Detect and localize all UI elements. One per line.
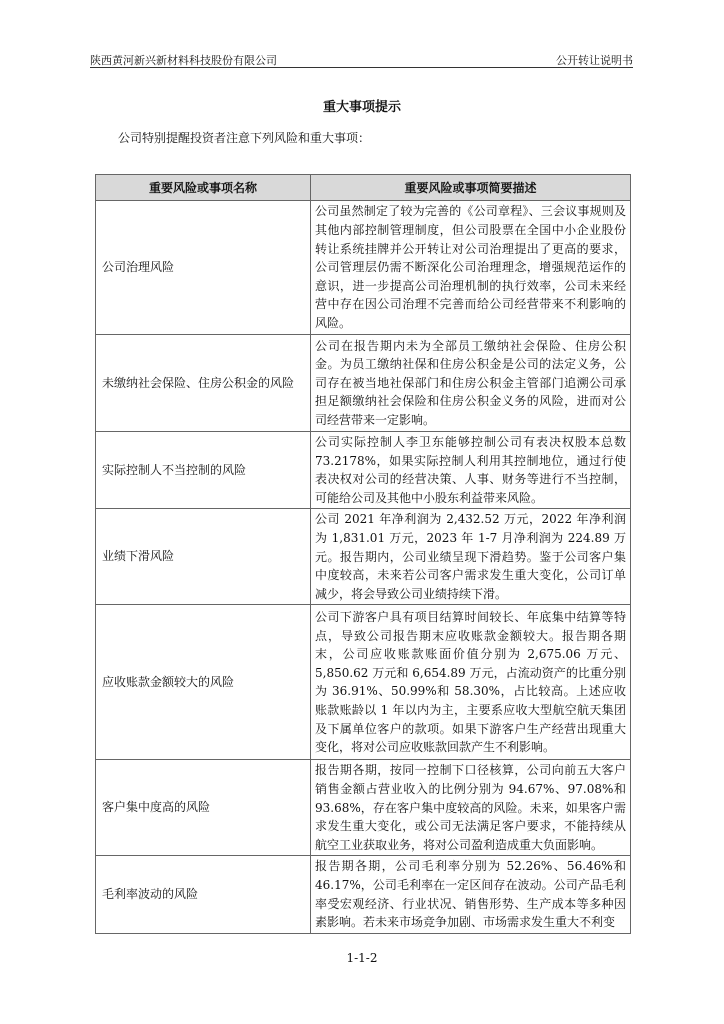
risk-description: 公司在报告期内未为全部员工缴纳社会保险、住房公积金。为员工缴纳社保和住房公积金是公司的法定义务，公司存在被当地社保部门和住房公积金主管部门追溯公司承担足额缴纳社会保险和住房公积金义务的风险，进而对公司经营带来一定影响。 [311,335,631,432]
column-header-name: 重要风险或事项名称 [96,175,311,201]
risk-description: 公司下游客户具有项目结算时间较长、年底集中结算等特点，导致公司报告期末应收账款金额较大。报告期各期末，公司应收账款账面价值分别为 2,675.06 万元、5,850.62 万元和 6,654.89 万元，占流动资产的比重分别为 36.91%、50.99%和 58.30%，占比较高。上述应收账款账龄以 1 年以内为主，主要系应收大型航空航天集团及下属单位客户的款项。如果下游客户生产经营出现重大变化，将对公司应收账款回款产生不利影响。 [311,605,631,760]
page-header [90,50,633,68]
table-row [96,605,631,760]
table-row [96,432,631,509]
risk-name: 业绩下滑风险 [96,509,311,605]
risk-description: 报告期各期，公司毛利率分别为 52.26%、56.46%和 46.17%，公司毛利率在一定区间存在波动。公司产品毛利率受宏观经济、行业状况、销售形势、生产成本等多种因素影响。若未来市场竞争加剧、市场需求发生重大不利变 [311,856,631,933]
page-title: 重大事项提示 [322,100,401,115]
risk-name: 客户集中度高的风险 [96,760,311,856]
table-row [96,201,631,335]
page-number: 1-1-2 [346,951,378,965]
header-company-name: 陕西黄河新兴新材料科技股份有限公司 [90,54,277,67]
risk-name: 实际控制人不当控制的风险 [96,432,311,509]
risk-name: 应收账款金额较大的风险 [96,605,311,760]
column-header-description: 重要风险或事项简要描述 [311,175,631,201]
header-document-type: 公开转让说明书 [556,54,633,67]
risk-description: 公司虽然制定了较为完善的《公司章程》、三会议事规则及其他内部控制管理制度，但公司股票在全国中小企业股份转让系统挂牌并公开转让对公司治理提出了更高的要求，公司管理层仍需不断深化公司治理理念，增强规范运作的意识，进一步提高公司治理机制的执行效率，公司未来经营中存在因公司治理不完善而给公司经营带来不利影响的风险。 [311,201,631,335]
intro-paragraph: 公司特别提醒投资者注意下列风险和重大事项： [118,131,371,145]
risk-name: 毛利率波动的风险 [96,856,311,933]
risk-description: 公司实际控制人李卫东能够控制公司有表决权股本总数73.2178%，如果实际控制人利用其控制地位，通过行使表决权对公司的经营决策、人事、财务等进行不当控制，可能给公司及其他中小股东利益带来风险。 [311,432,631,509]
header-divider [90,67,633,68]
risk-description: 公司 2021 年净利润为 2,432.52 万元，2022 年净利润为 1,831.01 万元，2023 年 1-7 月净利润为 224.89 万元。报告期内，公司业绩呈现下滑趋势。鉴于公司客户集中度较高，未来若公司客户需求发生重大变化，公司订单减少，将会导致公司业绩持续下滑。 [311,509,631,605]
risk-table [95,174,631,934]
risk-description: 报告期各期，按同一控制下口径核算，公司向前五大客户销售金额占营业收入的比例分别为 94.67%、97.08%和 93.68%，存在客户集中度较高的风险。未来，如果客户需求发生重大变化，或公司无法满足客户要求，不能持续从航空工业获取业务，将对公司盈利造成重大负面影响。 [311,760,631,856]
table-row [96,335,631,432]
risk-name: 未缴纳社会保险、住房公积金的风险 [96,335,311,432]
risk-name: 公司治理风险 [96,201,311,335]
table-row [96,760,631,856]
table-header-row [96,175,631,201]
table-row [96,509,631,605]
table-row [96,856,631,933]
